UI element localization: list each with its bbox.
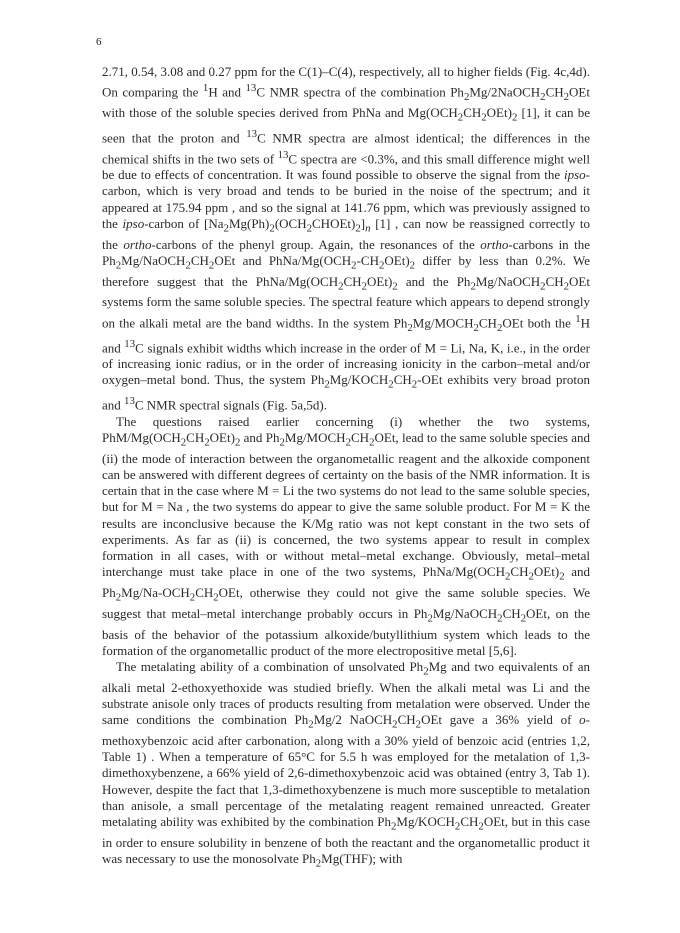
paragraph: The metalating ability of a combination of unsolvated $Ph_2Mg$ and two equivalents of an alkali metal 2-ethoxyethoxide was studied briefly. When the alkali metal was Li and the substrate anisole only traces of products resulting from metalation were observed. Under the same conditions the combination $Ph_2Mg/2$ $NaOCH_2CH_2OEt$ gave a 36% yield of o-methoxybenzoic acid after carbonation, along with a 30% yield of benzoic acid (entries 1,2, Table 1) . When a temperature of 65°C for 5.5 h was employed for the metalation of 1,3-dimethoxybenzene, a 66% yield of 2,6-dimethoxybenzoic acid was obtained (entry 3, Tab 1). However, despite the fact that 1,3-dimethoxybenzene is much more susceptible to metalation than anisole, a small percentage of the metalating reagent remained unreacted. Greater metalating ability was exhibited by the combination $Ph_2Mg/KOCH_2CH_2OEt$, but in this case in order to ensure solubility in benzene of both the reactant and the organometallic product it was necessary to use the monosolvate $Ph_2Mg(THF)$; with (102, 659, 591, 870)
body-text (102, 64, 590, 872)
page-number: 6 (96, 36, 102, 48)
paragraph: The questions raised earlier concerning (i) whether the two systems, PhM/$Mg(OCH_2CH_2OEt)_2$ and $Ph_2Mg/MOCH_2CH_2OEt$, lead to the same soluble species and (ii) the mode of interaction between the organometallic reagent and the alkoxide component can be answered with different degrees of certainty on the basis of the NMR information. It is certain that in the case where M = Li the two systems do not lead to the same soluble species, but for M = Na , the two systems do appear to give the same soluble product. For M = K the results are inconclusive because the K/Mg ratio was not kept constant in the two sets of experiments. As far as (ii) is concerned, the two systems appear to result in complex formation in all cases, with or without metal–metal exchange. Obviously, metal–metal interchange must take place in one of the two systems, PhNa/$Mg(OCH_2CH_2OEt)_2$ and $Ph_2Mg/Na-OCH_2CH_2OEt$, otherwise they could not give the same soluble species. We suggest that metal–metal interchange probably occurs in $Ph_2Mg/NaOCH_2CH_2OEt$, on the basis of the behavior of the potassium alkoxide/butyllithium system which leads to the formation of the organometallic product of the more electropositive metal [5,6]. (102, 413, 590, 658)
paragraph: 2.71, 0.54, 3.08 and 0.27 ppm for the C(1)–C(4), respectively, all to higher fields (Fig. 4c,4d). On comparing the $^1$H and $^{13}$C NMR spectra of the combination $Ph_2Mg/2NaOCH_2CH_2OEt$ with those of the soluble species derived from PhNa and $Mg(OCH_2CH_2OEt)_2$ [1], it can be seen that the proton and $^{13}$C NMR spectra are almost identical; the differences in the chemical shifts in the two sets of $^{13}$C spectra are <0.3%, and this small difference might well be due to effects of concentration. It was found possible to observe the signal from the ipso-carbon, which is very broad and tends to be buried in the noise of the spectrum; and it appeared at 175.94 ppm , and so the signal at 141.76 ppm, which was previously assigned to the ipso-carbon of $[Na_2Mg(Ph)_2(OCH_2CHOEt)_2]_n$ [1] , can now be reassigned correctly to the ortho-carbons of the phenyl group. Again, the resonances of the ortho-carbons in the $Ph_2Mg/NaOCH_2CH_2OEt$ and PhNa/$Mg(OCH_2-CH_2OEt)_2$ differ by less than 0.2%. We therefore suggest that the PhNa/$Mg(OCH_2CH_2OEt)_2$ and the $Ph_2Mg/NaOCH_2CH_2OEt$ systems form the same soluble species. The spectral feature which appears to depend strongly on the alkali metal are the band widths. In the system $Ph_2Mg/MOCH_2CH_2OEt$ both the $^1$H and $^{13}$C signals exhibit widths which increase in the order of M = Li, Na, K, i.e., in the order of increasing ionic radius, or in the order of increasing ionicity in the carbon–metal and/or oxygen–metal bond. Thus, the system $Ph_2Mg/KOCH_2CH_2$-OEt exhibits very broad proton and $^{13}$C NMR spectral signals (Fig. 5a,5d). (102, 64, 591, 413)
